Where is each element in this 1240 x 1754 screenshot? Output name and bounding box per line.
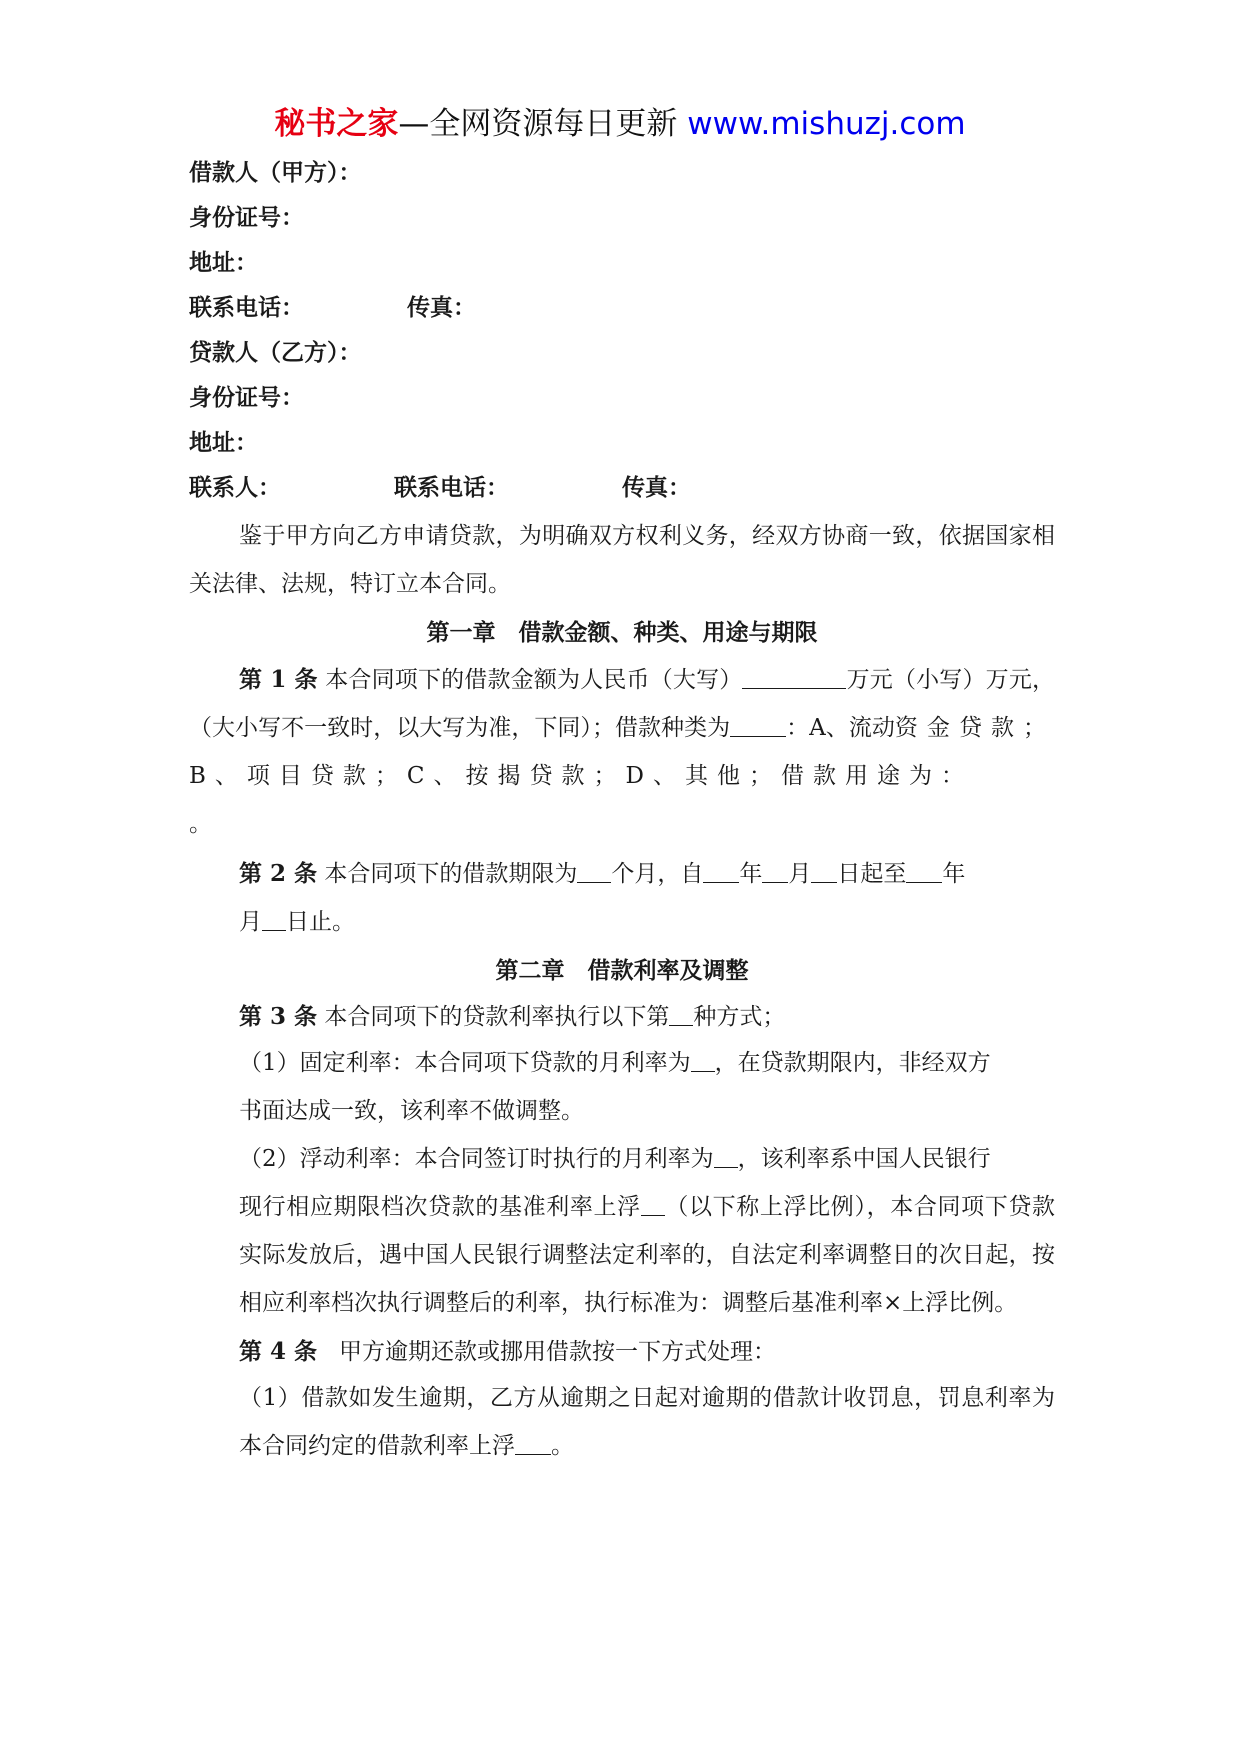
article3-option-blank bbox=[669, 1002, 693, 1026]
lender-contact-label: 联系人： bbox=[189, 474, 281, 501]
floating-rate-text-3: 现行相应期限档次贷款的基准利率上浮 bbox=[239, 1194, 641, 1220]
floating-rate-paragraph bbox=[189, 1135, 1055, 1327]
article3-text-1: 本合同项下的贷款利率执行以下第 bbox=[324, 1004, 670, 1030]
contract-body bbox=[189, 150, 1055, 1470]
fixed-rate-text-2: ，在贷款期限内，非经双方 bbox=[714, 1050, 991, 1076]
lender-fax-label: 传真： bbox=[622, 474, 691, 501]
floating-rate-blank bbox=[714, 1144, 738, 1168]
floating-rate-text-1: （2）浮动利率：本合同签订时执行的月利率为 bbox=[239, 1146, 714, 1172]
article2-text-8: 日止。 bbox=[286, 909, 355, 935]
article1-text-3: ：A、流动 bbox=[786, 715, 895, 741]
article1-paragraph bbox=[189, 656, 1055, 848]
floating-rate-text-2: ，该利率系中国人民银行 bbox=[737, 1146, 991, 1172]
article2-text-3: 年 bbox=[739, 861, 763, 887]
article3-paragraph bbox=[189, 994, 1055, 1039]
article2-label: 第 2 条 bbox=[239, 860, 318, 887]
article1-text-5: 。 bbox=[189, 811, 212, 837]
borrower-address-label: 地址： bbox=[189, 249, 258, 276]
article2-start-year-blank bbox=[703, 859, 739, 883]
preamble-paragraph: 鉴于甲方向乙方申请贷款，为明确双方权利义务，经双方协商一致，依据国家相关法律、法规，特订立本合同。 bbox=[189, 523, 1055, 597]
lender-id-label: 身份证号： bbox=[189, 384, 304, 411]
lender-phone-label: 联系电话： bbox=[394, 474, 509, 501]
fixed-rate-text-3: 书面达成一致，该利率不做调整。 bbox=[239, 1098, 584, 1124]
site-banner bbox=[0, 102, 1240, 146]
chapter1-title: 第一章 借款金额、种类、用途与期限 bbox=[426, 619, 818, 646]
borrower-fax-label: 传真： bbox=[407, 294, 476, 321]
article2-text-6: 年 bbox=[942, 861, 966, 887]
article4-text: 甲方逾期还款或挪用借款按一下方式处理： bbox=[338, 1339, 776, 1365]
article2-end-year-blank bbox=[906, 859, 942, 883]
fixed-rate-blank bbox=[691, 1048, 715, 1072]
chapter2-title: 第二章 借款利率及调整 bbox=[495, 957, 749, 984]
article3-text-2: 种方式； bbox=[693, 1004, 786, 1030]
overdue-text-1: （1）借款如发生逾期，乙方从逾期之日起对逾期的借款计收罚息，罚息利率为本合同约定的借款利率上浮 bbox=[239, 1385, 1055, 1459]
lender-contact-row bbox=[189, 465, 1055, 510]
fixed-rate-text-1: （1）固定利率：本合同项下贷款的月利率为 bbox=[239, 1050, 691, 1076]
article1-text-1: 本合同项下的借款金额为人民币（大写） bbox=[325, 667, 743, 693]
borrower-name-label: 借款人（甲方）： bbox=[189, 159, 362, 186]
floating-markup-blank bbox=[641, 1192, 665, 1216]
article3-label: 第 3 条 bbox=[239, 1003, 318, 1030]
banner-brand: 秘书之家 bbox=[274, 106, 399, 142]
article2-text-2: 个月，自 bbox=[611, 861, 704, 887]
lender-name-label: 贷款人（乙方）： bbox=[189, 339, 362, 366]
article2-text-1: 本合同项下的借款期限为 bbox=[324, 861, 578, 887]
article2-start-month-blank bbox=[762, 859, 788, 883]
borrower-id-label: 身份证号： bbox=[189, 204, 304, 231]
article1-text-4: 资金贷款；B、项目贷款；C、按揭贷款；D、其他；借款用途为： bbox=[189, 715, 1055, 789]
lender-address-label: 地址： bbox=[189, 429, 258, 456]
overdue-markup-blank bbox=[515, 1431, 551, 1455]
banner-slogan: —全网资源每日更新 bbox=[398, 106, 678, 142]
article2-months-blank bbox=[577, 859, 611, 883]
article2-text-7: 月 bbox=[239, 909, 262, 935]
article2-text-5: 日起至 bbox=[837, 861, 907, 887]
floating-rate-text-4: （以下称上浮比例），本合同项下贷款实际发放后，遇中国人民银行调整法定利率的，自法定利率调整日的次日起，按相应利率档次执行调整后的利率，执行标准为：调整后基准利率×上浮比例。 bbox=[239, 1194, 1056, 1316]
overdue-paragraph bbox=[189, 1374, 1055, 1470]
article4-label: 第 4 条 bbox=[239, 1338, 318, 1365]
borrower-contact-row bbox=[189, 285, 1055, 330]
banner-url-link[interactable]: www.mishuzj.com bbox=[687, 106, 966, 142]
article1-type-blank bbox=[730, 713, 786, 737]
article4-paragraph bbox=[189, 1329, 1055, 1374]
overdue-text-2: 。 bbox=[551, 1433, 574, 1459]
article1-text-2: 万元（小写）万元，（大小写不一致时，以大写为准，下同）；借款种类为 bbox=[189, 667, 1056, 741]
article2-end-day-blank bbox=[262, 907, 286, 931]
fixed-rate-paragraph bbox=[189, 1039, 1055, 1135]
borrower-phone-label: 联系电话： bbox=[189, 294, 304, 321]
article1-label: 第 1 条 bbox=[239, 666, 318, 693]
article2-paragraph bbox=[189, 850, 1055, 946]
article2-text-4: 月 bbox=[788, 861, 812, 887]
article2-start-day-blank bbox=[811, 859, 837, 883]
article1-amount-blank bbox=[742, 665, 846, 689]
